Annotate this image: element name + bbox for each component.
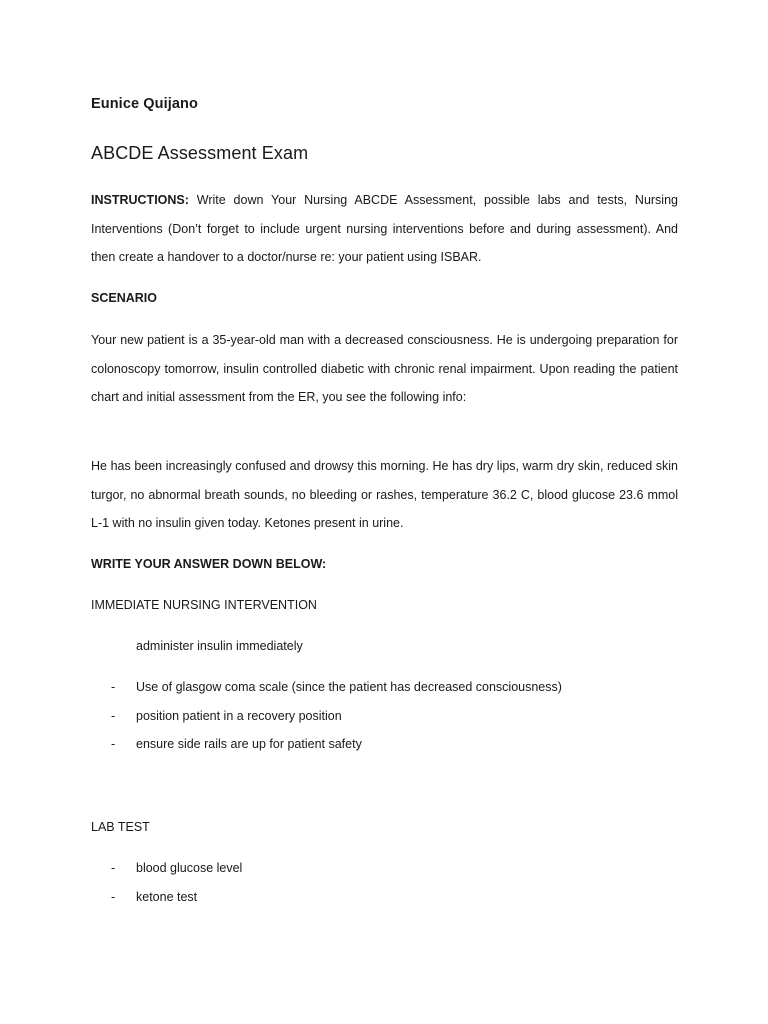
list-item-text: ketone test xyxy=(136,889,198,904)
dash-bullet: - xyxy=(111,889,116,904)
immediate-intervention-heading: IMMEDIATE NURSING INTERVENTION xyxy=(91,598,317,612)
list-item-text: blood glucose level xyxy=(136,861,243,875)
scenario-heading: SCENARIO xyxy=(91,291,157,305)
document-page xyxy=(91,0,678,1024)
answer-heading: WRITE YOUR ANSWER DOWN BELOW: xyxy=(91,557,327,571)
dash-bullet: - xyxy=(111,708,116,723)
scenario-paragraph-1: Your new patient is a 35-year-old man with a decreased consciousness. He is undergoing preparation for colonoscopy tomorrow, insulin controlled diabetic with chronic renal impairment. Upon reading the patient chart and initial assessment from the ER, you see the following info: xyxy=(91,333,678,404)
dash-bullet: - xyxy=(111,737,116,751)
instructions-paragraph xyxy=(91,186,678,272)
instructions-text: Write down Your Nursing ABCDE Assessment, possible labs and tests, Nursing Interventions (Don’t forget to include urgent nursing interventions before and during assessment). And then create a handover to a doctor/nurse re: your patient using ISBAR. xyxy=(91,193,678,264)
list-item-text: ensure side rails are up for patient safety xyxy=(136,737,362,751)
instructions-label: INSTRUCTIONS: xyxy=(91,193,189,207)
author-name: Eunice Quijano xyxy=(91,96,198,112)
immediate-intervention-first-line: administer insulin immediately xyxy=(136,639,303,653)
dash-bullet: - xyxy=(111,861,116,875)
dash-bullet: - xyxy=(111,680,116,694)
document-title: ABCDE Assessment Exam xyxy=(91,143,309,163)
scenario-paragraph-2: He has been increasingly confused and drowsy this morning. He has dry lips, warm dry skin, reduced skin turgor, no abnormal breath sounds, no bleeding or rashes, temperature 36.2 C, blood glucose 23.6 mmol L-1 with no insulin given today. Ketones present in urine. xyxy=(91,459,678,530)
list-item-text: position patient in a recovery position xyxy=(136,708,342,723)
lab-test-heading: LAB TEST xyxy=(91,820,150,834)
list-item-text: Use of glasgow coma scale (since the patient has decreased consciousness) xyxy=(136,680,562,694)
